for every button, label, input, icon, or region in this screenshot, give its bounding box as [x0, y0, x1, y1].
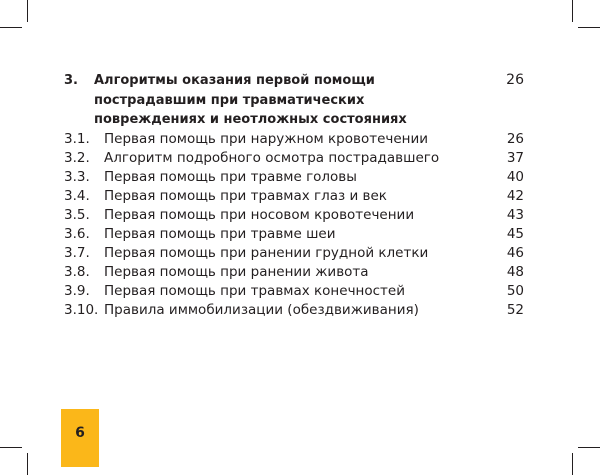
toc-entry-number: 3.2.: [64, 149, 90, 166]
toc-entry[interactable]: [64, 168, 526, 187]
toc-entry[interactable]: [64, 149, 526, 168]
section-page-number: 26: [506, 72, 524, 88]
toc-entry-page: 48: [506, 263, 524, 280]
toc-entry-title: Первая помощь при травмах глаз и век: [104, 187, 387, 204]
crop-mark-top-right: [572, 0, 573, 22]
crop-mark-bottom-left: [0, 447, 22, 448]
toc-entry-title: Правила иммобилизации (обездвиживания): [104, 301, 419, 318]
toc-entry-page: 50: [506, 282, 524, 299]
toc-entry-number: 3.7.: [64, 244, 90, 261]
toc-entry-title: Алгоритм подробного осмотра пострадавшего: [104, 149, 440, 166]
toc-entry-page: 40: [506, 168, 524, 185]
toc-entry[interactable]: [64, 263, 526, 282]
toc-entry-page: 37: [506, 149, 524, 166]
section-title: Алгоритмы оказания первой помощи пострадавшим при травматических повреждениях и неотложных состояниях: [94, 73, 407, 127]
toc-entry[interactable]: [64, 225, 526, 244]
toc-entry-page: 43: [506, 206, 524, 223]
toc-entry-title: Первая помощь при ранении живота: [104, 263, 369, 280]
crop-mark-bottom-right: [578, 447, 600, 448]
crop-mark-top-right: [578, 27, 600, 28]
toc-entry-number: 3.9.: [64, 282, 90, 299]
toc-entry-title: Первая помощь при ранении грудной клетки: [104, 244, 429, 261]
toc-entry-title: Первая помощь при наружном кровотечении: [104, 130, 429, 147]
toc-entry-number: 3.1.: [64, 130, 90, 147]
toc-entry-title: Первая помощь при носовом кровотечении: [104, 206, 415, 223]
toc-entry-number: 3.6.: [64, 225, 90, 242]
toc-entry-number: 3.8.: [64, 263, 90, 280]
crop-mark-top-left: [27, 0, 28, 22]
toc-entries: [64, 130, 526, 320]
toc-entry-number: 3.3.: [64, 168, 90, 185]
crop-mark-bottom-left: [27, 453, 28, 475]
toc-entry-title: Первая помощь при травме шеи: [104, 225, 336, 242]
section-number: 3.: [64, 73, 78, 88]
toc-entry-page: 52: [506, 301, 524, 318]
page-number: 6: [75, 425, 85, 441]
toc-entry[interactable]: [64, 130, 526, 149]
toc-entry[interactable]: [64, 282, 526, 301]
toc-entry-title: Первая помощь при травмах конечностей: [104, 282, 405, 299]
toc-entry[interactable]: [64, 301, 526, 320]
toc-entry-page: 26: [506, 130, 524, 147]
toc-entry-page: 45: [506, 225, 524, 242]
toc-entry[interactable]: [64, 187, 526, 206]
toc-entry-page: 46: [506, 244, 524, 261]
toc-entry-page: 42: [506, 187, 524, 204]
toc-entry-number: 3.10.: [64, 301, 99, 318]
toc-entry-number: 3.5.: [64, 206, 90, 223]
toc-entry[interactable]: [64, 206, 526, 225]
toc-entry-title: Первая помощь при травме головы: [104, 168, 357, 185]
page-number-badge: [61, 409, 99, 467]
toc-entry[interactable]: [64, 244, 526, 263]
crop-mark-bottom-right: [572, 453, 573, 475]
toc-entry-number: 3.4.: [64, 187, 90, 204]
toc-section-heading[interactable]: [64, 71, 526, 130]
table-of-contents: [64, 71, 526, 320]
crop-mark-top-left: [0, 27, 22, 28]
